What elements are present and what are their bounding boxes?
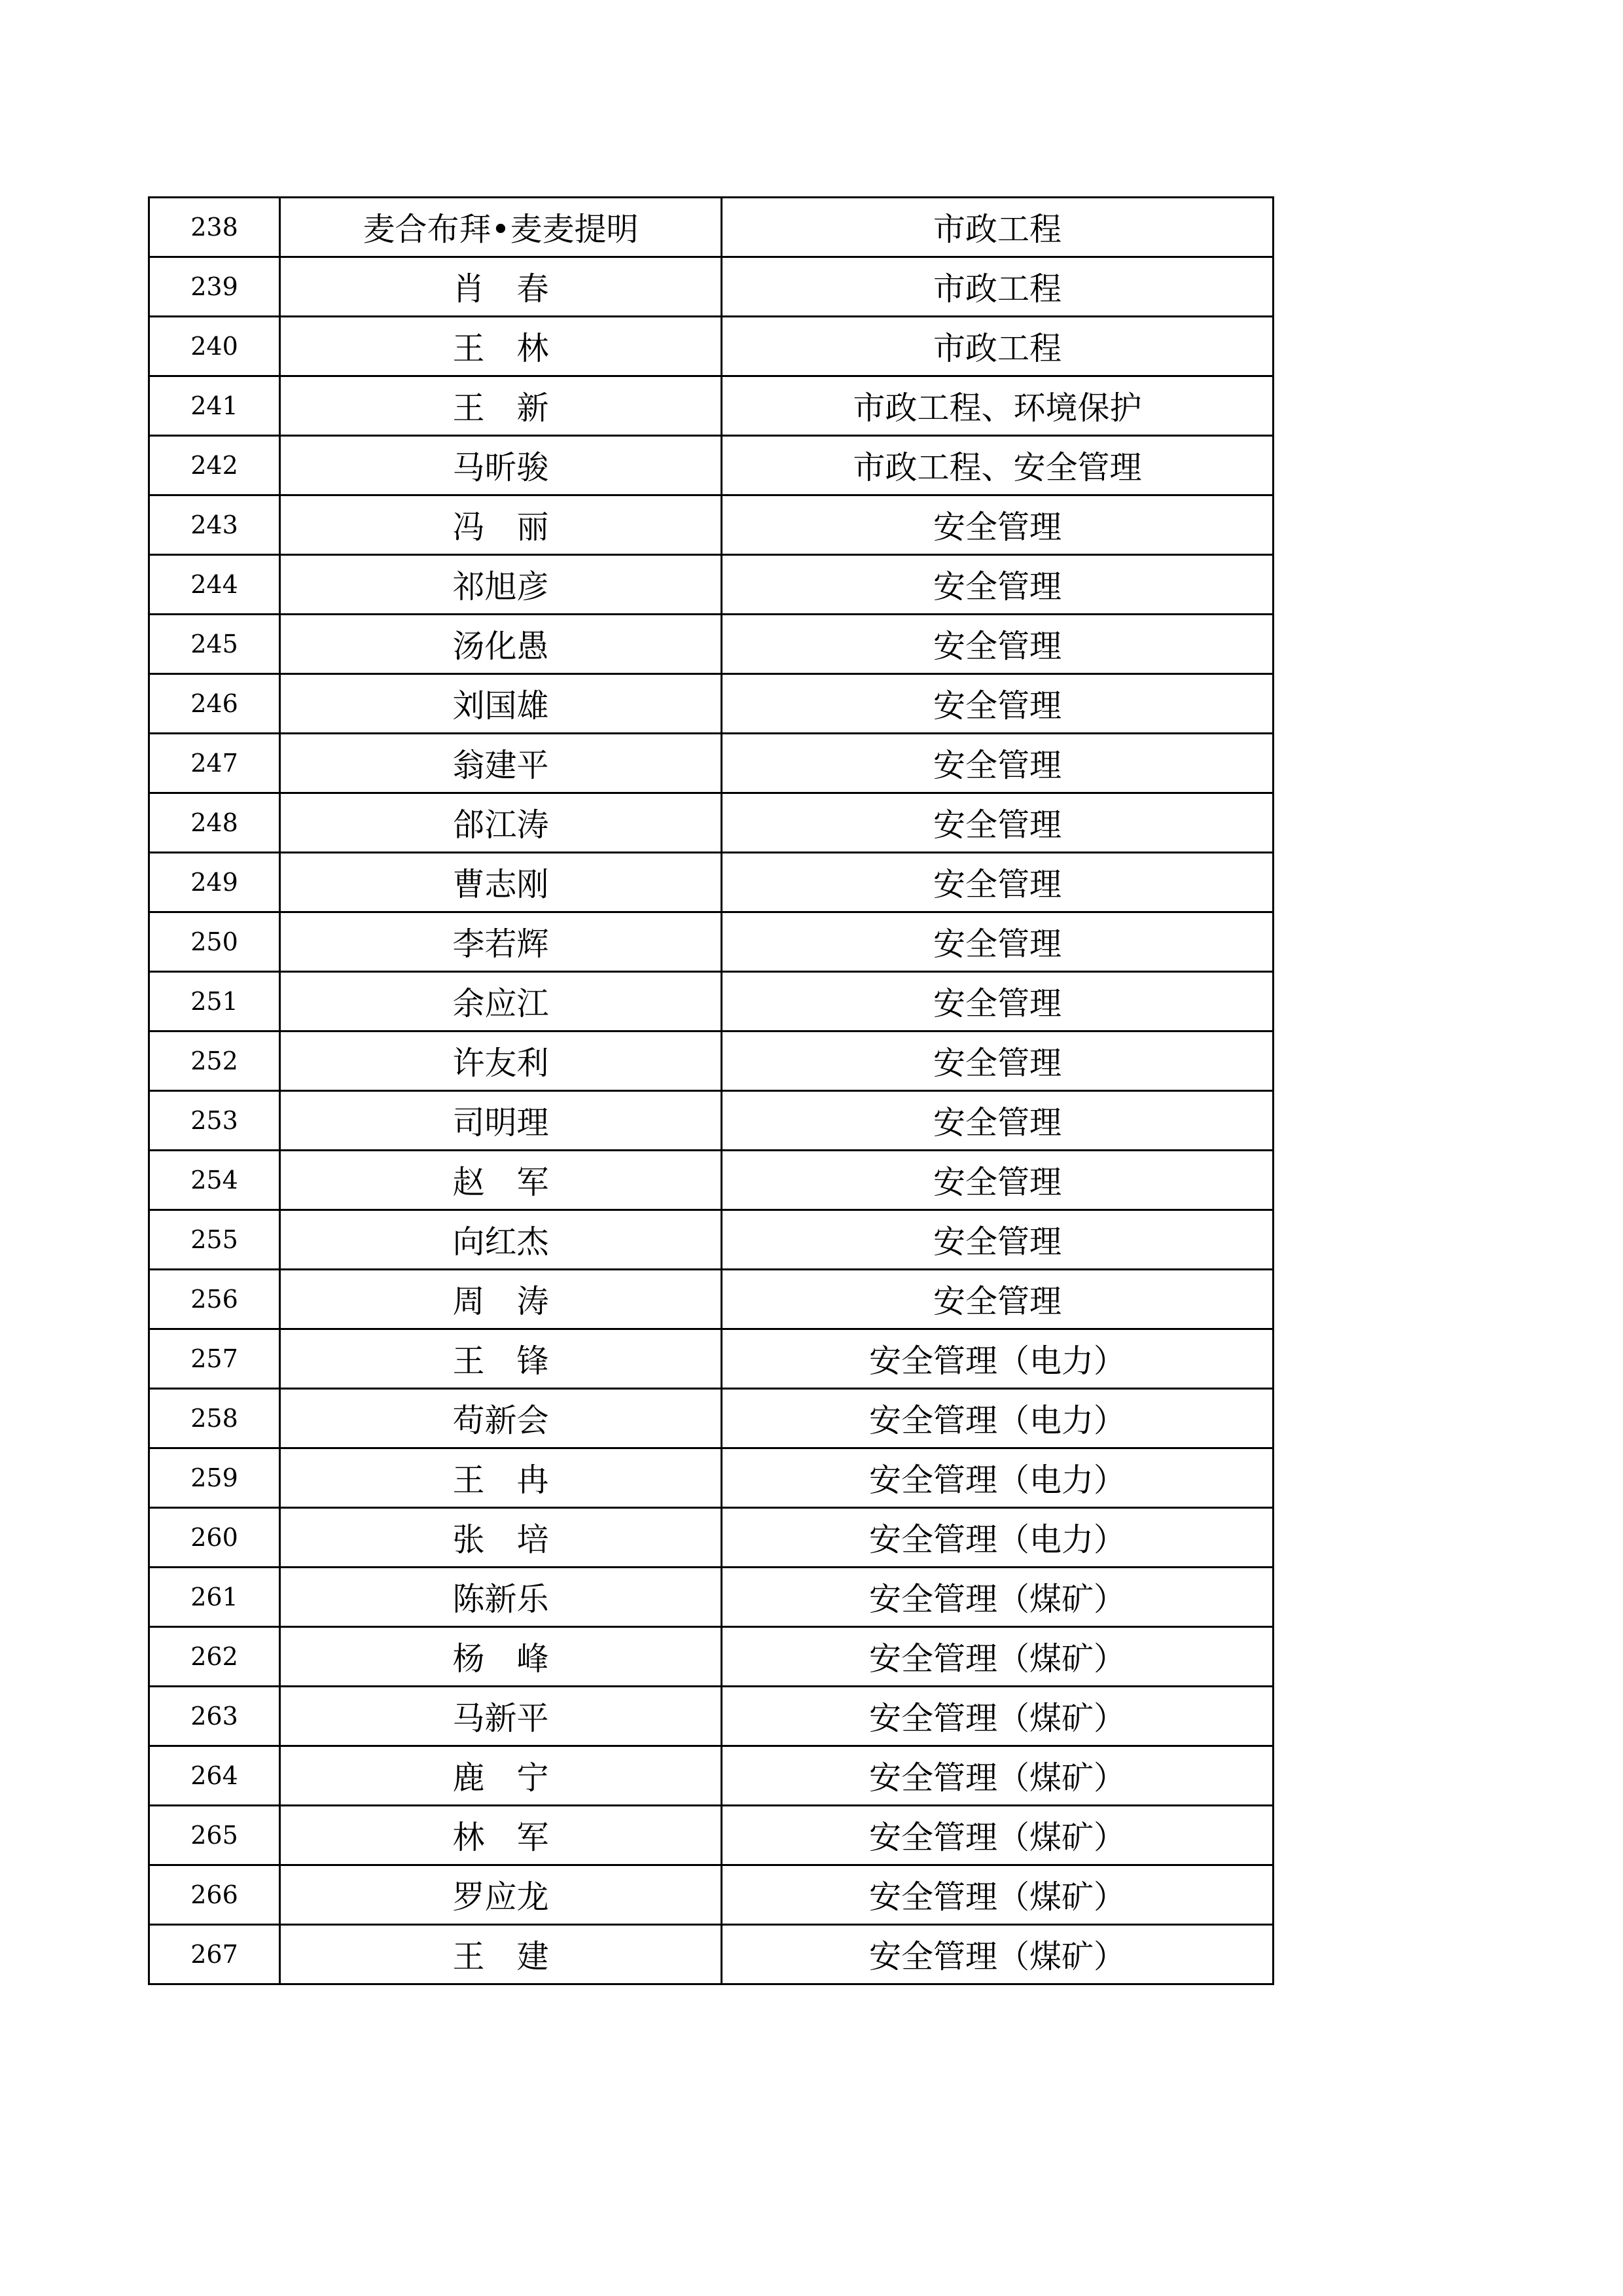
table-row: [149, 1270, 1274, 1329]
specialty-cell: 安全管理（电力）: [722, 1448, 1274, 1508]
person-name-cell: 汤化愚: [280, 615, 722, 674]
table-row: [149, 1508, 1274, 1568]
table-row: [149, 1865, 1274, 1925]
person-name-cell: 陈新乐: [280, 1568, 722, 1627]
specialty-cell: 安全管理: [722, 615, 1274, 674]
specialty-cell: 市政工程: [722, 257, 1274, 317]
table-row: [149, 1091, 1274, 1151]
specialty-cell: 安全管理（煤矿）: [722, 1925, 1274, 1984]
row-number-cell: 253: [149, 1091, 280, 1151]
table-row: [149, 1746, 1274, 1806]
specialty-cell: 安全管理（煤矿）: [722, 1627, 1274, 1687]
table-row: [149, 1389, 1274, 1448]
person-name-cell: 刘国雄: [280, 674, 722, 734]
table-row: [149, 1448, 1274, 1508]
row-number-cell: 241: [149, 376, 280, 436]
row-number-cell: 254: [149, 1151, 280, 1210]
row-number-cell: 243: [149, 495, 280, 555]
table-row: [149, 1687, 1274, 1746]
table-row: [149, 1568, 1274, 1627]
person-name-cell: 麦合布拜•麦麦提明: [280, 198, 722, 257]
table-row: [149, 972, 1274, 1031]
specialty-cell: 安全管理: [722, 1270, 1274, 1329]
table-row: [149, 1806, 1274, 1865]
expert-list-table: [148, 196, 1274, 1985]
person-name-cell: 张 培: [280, 1508, 722, 1568]
specialty-cell: 安全管理（煤矿）: [722, 1865, 1274, 1925]
specialty-cell: 市政工程、环境保护: [722, 376, 1274, 436]
specialty-cell: 安全管理（煤矿）: [722, 1568, 1274, 1627]
person-name-cell: 王 新: [280, 376, 722, 436]
specialty-cell: 安全管理: [722, 1151, 1274, 1210]
table-row: [149, 376, 1274, 436]
row-number-cell: 255: [149, 1210, 280, 1270]
row-number-cell: 256: [149, 1270, 280, 1329]
person-name-cell: 余应江: [280, 972, 722, 1031]
table-row: [149, 495, 1274, 555]
row-number-cell: 245: [149, 615, 280, 674]
row-number-cell: 262: [149, 1627, 280, 1687]
specialty-cell: 市政工程、安全管理: [722, 436, 1274, 495]
table-row: [149, 912, 1274, 972]
table-row: [149, 1627, 1274, 1687]
specialty-cell: 安全管理: [722, 793, 1274, 853]
person-name-cell: 周 涛: [280, 1270, 722, 1329]
specialty-cell: 安全管理（煤矿）: [722, 1746, 1274, 1806]
row-number-cell: 239: [149, 257, 280, 317]
person-name-cell: 李若辉: [280, 912, 722, 972]
row-number-cell: 257: [149, 1329, 280, 1389]
table-row: [149, 1329, 1274, 1389]
table-body: [149, 198, 1274, 1984]
table-row: [149, 674, 1274, 734]
row-number-cell: 267: [149, 1925, 280, 1984]
specialty-cell: 安全管理: [722, 1210, 1274, 1270]
person-name-cell: 许友利: [280, 1031, 722, 1091]
table-row: [149, 853, 1274, 912]
person-name-cell: 林 军: [280, 1806, 722, 1865]
row-number-cell: 263: [149, 1687, 280, 1746]
table-row: [149, 1031, 1274, 1091]
table-row: [149, 1925, 1274, 1984]
person-name-cell: 王 林: [280, 317, 722, 376]
row-number-cell: 265: [149, 1806, 280, 1865]
specialty-cell: 安全管理: [722, 495, 1274, 555]
table-row: [149, 436, 1274, 495]
person-name-cell: 向红杰: [280, 1210, 722, 1270]
row-number-cell: 238: [149, 198, 280, 257]
specialty-cell: 安全管理: [722, 1031, 1274, 1091]
row-number-cell: 252: [149, 1031, 280, 1091]
row-number-cell: 244: [149, 555, 280, 615]
row-number-cell: 242: [149, 436, 280, 495]
table-row: [149, 555, 1274, 615]
specialty-cell: 安全管理: [722, 734, 1274, 793]
person-name-cell: 曹志刚: [280, 853, 722, 912]
person-name-cell: 赵 军: [280, 1151, 722, 1210]
specialty-cell: 安全管理: [722, 555, 1274, 615]
specialty-cell: 安全管理（电力）: [722, 1329, 1274, 1389]
person-name-cell: 冯 丽: [280, 495, 722, 555]
specialty-cell: 安全管理（煤矿）: [722, 1806, 1274, 1865]
specialty-cell: 安全管理: [722, 972, 1274, 1031]
person-name-cell: 郃江涛: [280, 793, 722, 853]
person-name-cell: 王 冉: [280, 1448, 722, 1508]
table-row: [149, 615, 1274, 674]
row-number-cell: 247: [149, 734, 280, 793]
table-row: [149, 734, 1274, 793]
specialty-cell: 安全管理（煤矿）: [722, 1687, 1274, 1746]
specialty-cell: 安全管理（电力）: [722, 1508, 1274, 1568]
specialty-cell: 市政工程: [722, 198, 1274, 257]
row-number-cell: 249: [149, 853, 280, 912]
person-name-cell: 王 锋: [280, 1329, 722, 1389]
person-name-cell: 罗应龙: [280, 1865, 722, 1925]
person-name-cell: 杨 峰: [280, 1627, 722, 1687]
person-name-cell: 祁旭彦: [280, 555, 722, 615]
specialty-cell: 市政工程: [722, 317, 1274, 376]
row-number-cell: 264: [149, 1746, 280, 1806]
table-row: [149, 198, 1274, 257]
table-row: [149, 257, 1274, 317]
row-number-cell: 258: [149, 1389, 280, 1448]
row-number-cell: 246: [149, 674, 280, 734]
person-name-cell: 马新平: [280, 1687, 722, 1746]
specialty-cell: 安全管理: [722, 853, 1274, 912]
row-number-cell: 261: [149, 1568, 280, 1627]
table-row: [149, 793, 1274, 853]
specialty-cell: 安全管理（电力）: [722, 1389, 1274, 1448]
person-name-cell: 王 建: [280, 1925, 722, 1984]
specialty-cell: 安全管理: [722, 912, 1274, 972]
person-name-cell: 翁建平: [280, 734, 722, 793]
row-number-cell: 260: [149, 1508, 280, 1568]
specialty-cell: 安全管理: [722, 674, 1274, 734]
row-number-cell: 251: [149, 972, 280, 1031]
table-row: [149, 1151, 1274, 1210]
table-row: [149, 317, 1274, 376]
person-name-cell: 司明理: [280, 1091, 722, 1151]
person-name-cell: 苟新会: [280, 1389, 722, 1448]
row-number-cell: 259: [149, 1448, 280, 1508]
row-number-cell: 250: [149, 912, 280, 972]
row-number-cell: 240: [149, 317, 280, 376]
person-name-cell: 鹿 宁: [280, 1746, 722, 1806]
row-number-cell: 266: [149, 1865, 280, 1925]
table-row: [149, 1210, 1274, 1270]
specialty-cell: 安全管理: [722, 1091, 1274, 1151]
row-number-cell: 248: [149, 793, 280, 853]
person-name-cell: 肖 春: [280, 257, 722, 317]
person-name-cell: 马昕骏: [280, 436, 722, 495]
